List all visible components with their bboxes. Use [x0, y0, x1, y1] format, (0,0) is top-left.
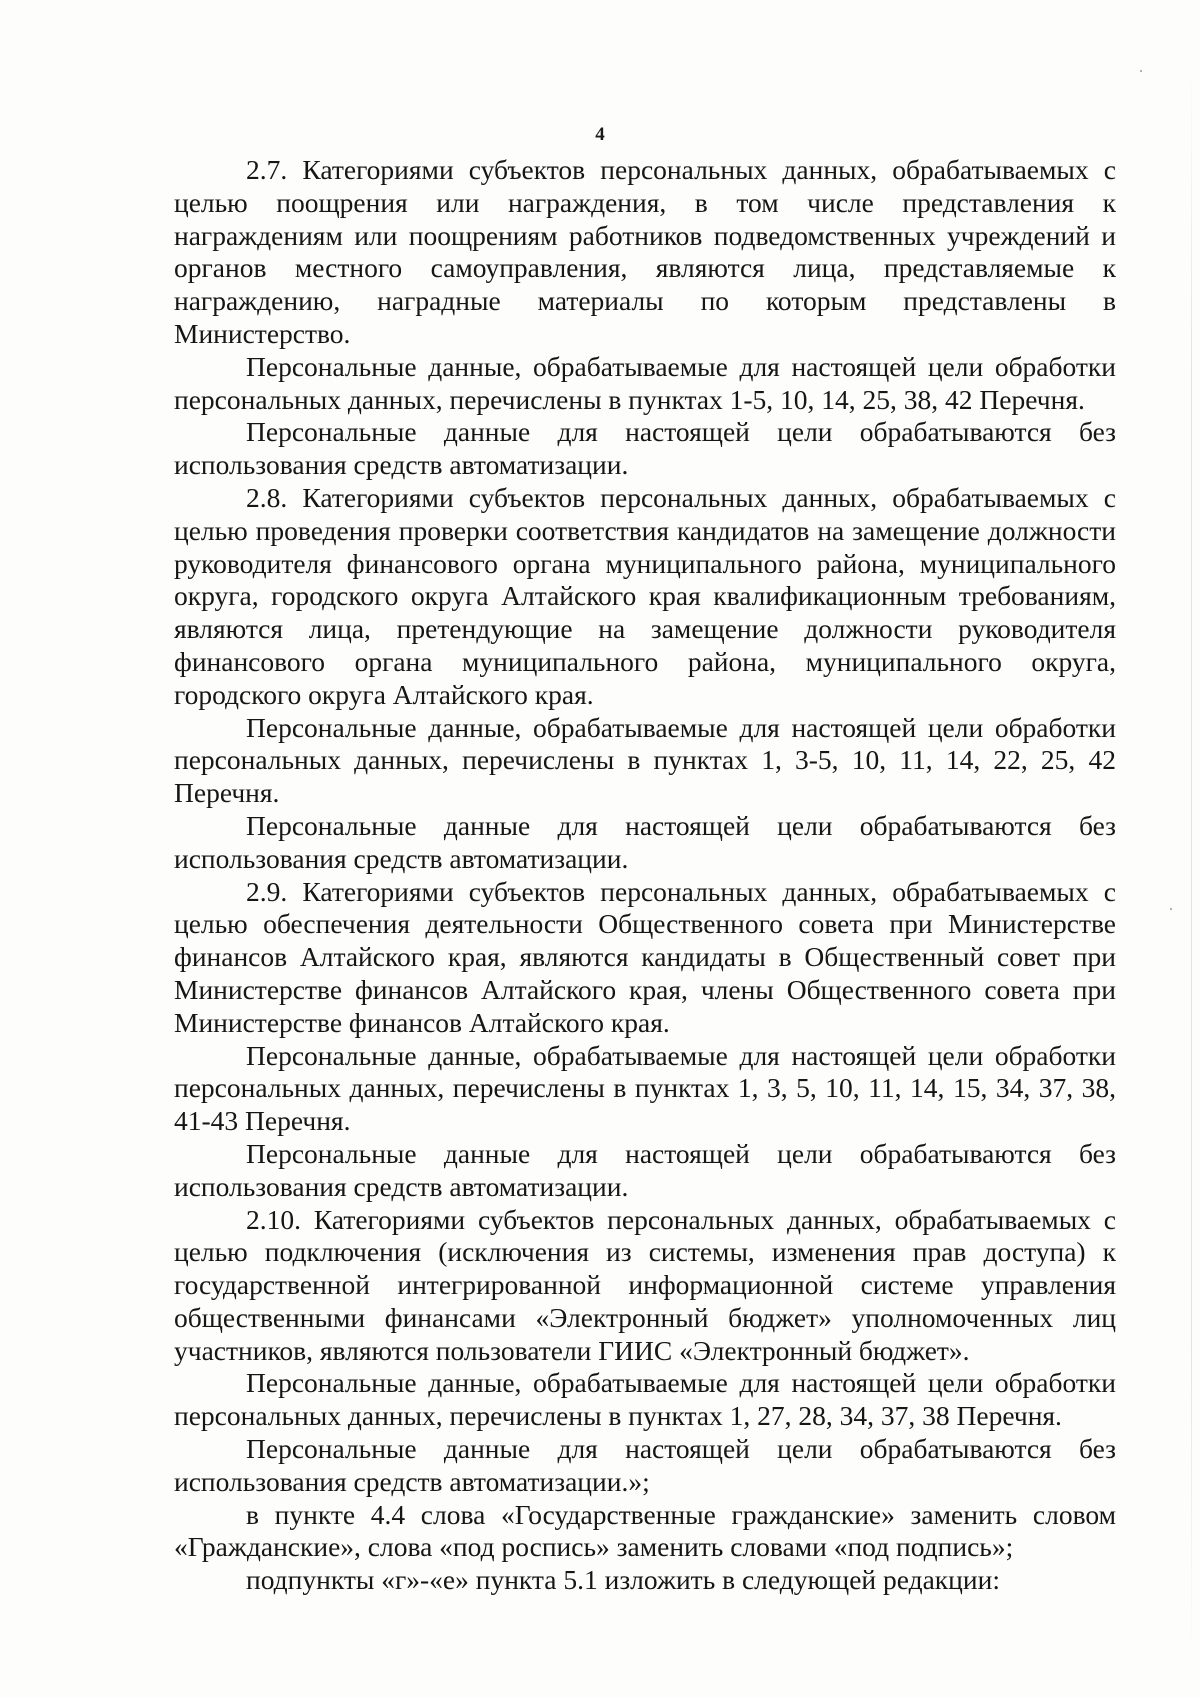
- paragraph-2-7-processing: Персональные данные для настоящей цели обрабатываются без использования средств автоматизации.: [174, 416, 1116, 481]
- paragraph-2-9-data-list: Персональные данные, обрабатываемые для настоящей цели обработки персональных данных, перечислены в пунктах 1, 3, 5, 10, 11, 14, 15, 34, 37, 38, 41-43 Перечня.: [174, 1039, 1116, 1137]
- paragraph-2-8-processing: Персональные данные для настоящей цели обрабатываются без использования средств автоматизации.: [174, 809, 1116, 874]
- scan-edge-shadow: [1191, 60, 1192, 1660]
- paragraph-2-10: 2.10. Категориями субъектов персональных данных, обрабатываемых с целью подключения (исключения из системы, изменения прав доступа) к государственной интегрированной информационной системе управления общественными финансами «Электронный бюджет» уполномоченных лиц участников, являются пользователи ГИИС «Электронный бюджет».: [174, 1203, 1116, 1366]
- paragraph-2-9-processing: Персональные данные для настоящей цели обрабатываются без использования средств автоматизации.: [174, 1137, 1116, 1202]
- amendment-paragraph-5-1: подпункты «г»-«е» пункта 5.1 изложить в следующей редакции:: [246, 1564, 1000, 1596]
- paragraph-2-7: 2.7. Категориями субъектов персональных данных, обрабатываемых с целью поощрения или награждения, в том числе представления к награждениям или поощрениям работников подведомственных учреждений и органов местного самоуправления, являются лица, представляемые к награждению, наградные материалы по которым представлены в Министерство.: [174, 154, 1116, 349]
- paragraph-2-7-data-list: Персональные данные, обрабатываемые для настоящей цели обработки персональных данных, перечислены в пунктах 1-5, 10, 14, 25, 38, 42 Перечня.: [174, 350, 1116, 415]
- document-body: [174, 154, 1116, 1597]
- paragraph-2-9: 2.9. Категориями субъектов персональных данных, обрабатываемых с целью обеспечения деятельности Общественного совета при Министерстве финансов Алтайского края, являются кандидаты в Общественный совет при Министерстве финансов Алтайского края, члены Общественного совета при Министерстве финансов Алтайского края.: [174, 875, 1116, 1038]
- paragraph-2-10-processing: Персональные данные для настоящей цели обрабатываются без использования средств автоматизации.»;: [174, 1433, 1116, 1497]
- page-number: 4: [595, 124, 605, 145]
- scan-speck: [1170, 908, 1172, 910]
- amendment-paragraph-4-4: в пункте 4.4 слова «Государственные гражданские» заменить словом «Гражданские», слова «под роспись» заменить словами «под подпись»;: [174, 1498, 1116, 1563]
- paragraph-2-8: 2.8. Категориями субъектов персональных данных, обрабатываемых с целью проведения проверки соответствия кандидатов на замещение должности руководителя финансового органа муниципального района, муниципального округа, городского округа Алтайского края квалификационным требованиям, являются лица, претендующие на замещение должности руководителя финансового органа муниципального района, муниципального округа, городского округа Алтайского края.: [174, 481, 1116, 710]
- paragraph-2-8-data-list: Персональные данные, обрабатываемые для настоящей цели обработки персональных данных, перечислены в пунктах 1, 3-5, 10, 11, 14, 22, 25, 42 Перечня.: [174, 711, 1116, 809]
- scan-speck: [1140, 70, 1142, 72]
- paragraph-2-10-data-list: Персональные данные, обрабатываемые для настоящей цели обработки персональных данных, перечислены в пунктах 1, 27, 28, 34, 37, 38 Перечня.: [174, 1367, 1116, 1432]
